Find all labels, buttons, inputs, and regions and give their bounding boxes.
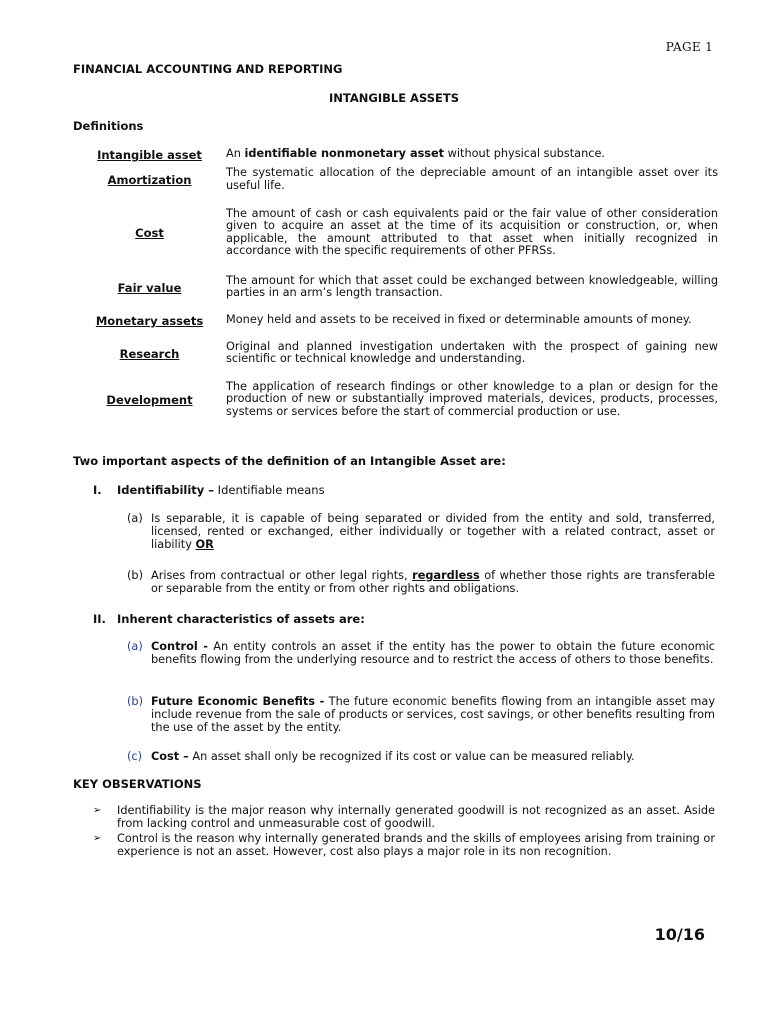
definition-row [73,370,718,430]
definition-row [73,271,718,304]
document-title: INTANGIBLE ASSETS [329,91,459,105]
definition-text: An identifiable nonmonetary asset without physical substance. [226,147,605,161]
definition-term: Fair value [117,280,182,295]
definition-text: Original and planned investigation undertaken with the prospect of gaining new scientific or technical knowledge and understanding. [226,339,718,366]
item-text: Cost – An asset shall only be recognized if its cost or value can be measured reliably. [151,750,635,763]
arrow-bullet-icon: ➢ [93,833,102,844]
list-item [127,750,715,763]
definition-term: Research [119,346,180,361]
definition-term: Cost [135,226,164,241]
observation-item [93,832,715,859]
key-observations-heading: KEY OBSERVATIONS [73,777,202,791]
definition-row [73,195,718,271]
list-item [127,512,715,552]
item-label: (c) [127,750,143,763]
item-label: (b) [127,569,143,582]
definition-text: The amount of cash or cash equivalents paid or the fair value of other consideration given to acquire an asset at the time of its acquisition or construction, or, when applicable, the amount attributed to that asset when initially recognized in accordance with the specific requirements of other PFRSs. [226,206,718,258]
section-title: Identifiability – Identifiable means [117,483,325,497]
item-text: Is separable, it is capable of being separated or divided from the entity and sold, transferred, licensed, rented or exchanged, either individually or together with a related contract, asset or liability OR [151,512,715,552]
list-item [127,569,715,595]
definition-term: Development [106,393,193,408]
item-label: (a) [127,640,143,653]
definitions-table [73,145,718,430]
item-label: (b) [127,695,143,708]
definition-term: Amortization [107,173,192,188]
definition-text: The application of research findings or other knowledge to a plan or design for the production of new or substantially improved materials, devices, products, processes, systems or services before the start of commercial production or use. [226,379,718,418]
arrow-bullet-icon: ➢ [93,805,102,816]
course-title: FINANCIAL ACCOUNTING AND REPORTING [73,62,343,76]
definition-text: The amount for which that asset could be exchanged between knowledgeable, willing parties in an arm’s length transaction. [226,273,718,300]
definition-term: Monetary assets [95,313,204,328]
item-text: Control - An entity controls an asset if the entity has the power to obtain the future economic benefits flowing from the underlying resource and to restrict the access of others to those benefits. [151,640,715,667]
definition-term: Intangible asset [97,148,202,162]
definition-row [73,304,718,337]
observation-item [93,804,715,831]
section-numeral: I. [93,483,102,497]
definition-row [73,337,718,370]
definitions-heading: Definitions [73,119,144,133]
page-label: PAGE 1 [665,40,713,54]
item-label: (a) [127,512,143,525]
list-item [127,640,715,666]
list-item [127,695,715,735]
definition-row [73,145,718,165]
item-text: Arises from contractual or other legal rights, regardless of whether those rights are transferable or separable from the entity or from other rights and obligations. [151,569,715,596]
definition-text: The systematic allocation of the depreciable amount of an intangible asset over its useful life. [226,166,718,192]
aspects-heading: Two important aspects of the definition of an Intangible Asset are: [73,454,506,468]
definition-text: Money held and assets to be received in fixed or determinable amounts of money. [226,312,692,326]
observation-text: Control is the reason why internally generated brands and the skills of employees arising from training or experience is not an asset. However, cost also plays a major role in its non recognition. [117,832,715,859]
page-count: 10/16 [654,925,705,944]
item-text: Future Economic Benefits - The future economic benefits flowing from an intangible asset may include revenue from the sale of products or services, cost savings, or other benefits resulting from the use of the asset by the entity. [151,695,716,735]
section-title: Inherent characteristics of assets are: [117,612,365,626]
observation-text: Identifiability is the major reason why internally generated goodwill is not recognized as an asset. Aside from lacking control and unmeasurable cost of goodwill. [117,804,715,831]
section-numeral: II. [93,612,106,626]
definition-row [73,165,718,195]
